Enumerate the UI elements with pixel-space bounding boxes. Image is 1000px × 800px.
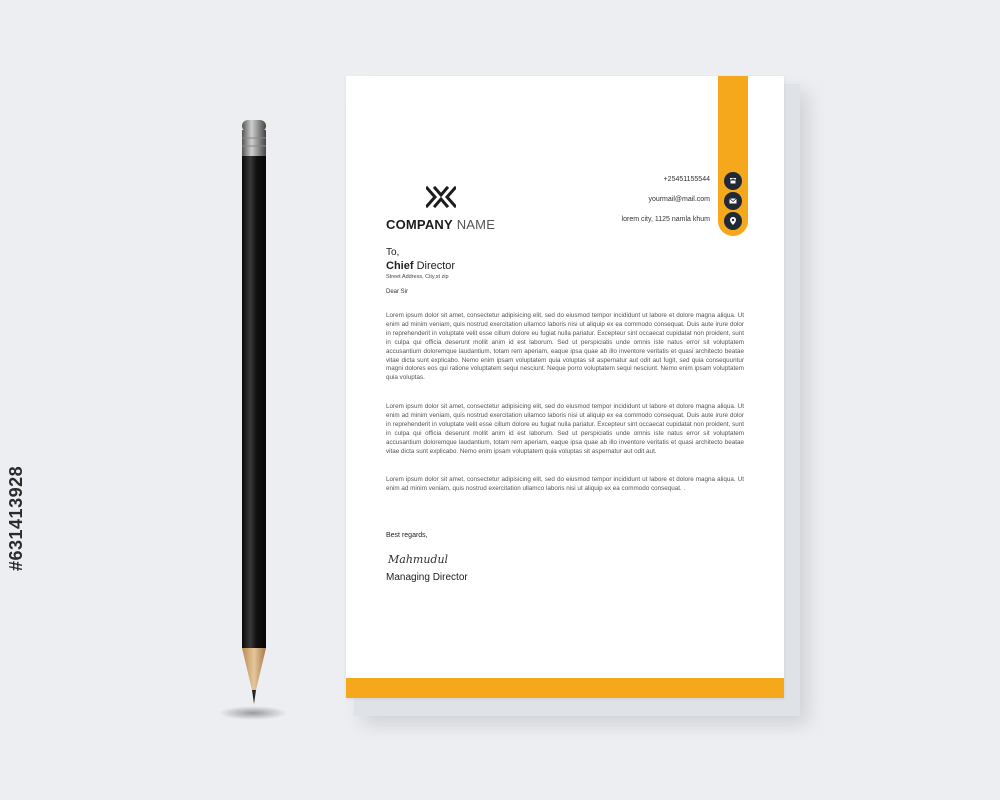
- phone-icon: [724, 172, 742, 190]
- company-name: [386, 217, 495, 232]
- to-label: To,: [386, 247, 400, 258]
- company-logo-icon: [426, 186, 456, 208]
- company-name-bold: COMPANY: [386, 217, 453, 232]
- salutation: Dear Sir: [386, 289, 409, 295]
- stock-id-label: #631413928: [6, 465, 26, 571]
- contact-email: yourmail@mail.com: [648, 196, 710, 203]
- body-paragraph-3: Lorem ipsum dolor sit amet, consectetur adipisicing elit, sed do eiusmod tempor incididunt ut labore et dolore magna aliqua. Ut enim ad minim veniam, quis nostrud exercitation ullamco laboris nisi ut aliquip ex ea commodo consequat. .: [386, 476, 744, 492]
- signature: Mahmudul: [388, 553, 449, 566]
- closing: Best regards,: [386, 532, 428, 539]
- company-name-light: NAME: [456, 217, 496, 232]
- signer-title: Managing Director: [386, 572, 468, 583]
- mail-icon: [724, 192, 742, 210]
- recipient-title: [386, 260, 455, 272]
- contact-address: lorem city, 1125 namla khum: [621, 216, 710, 223]
- body-paragraph-2: Lorem ipsum dolor sit amet, consectetur adipisicing elit, sed do eiusmod tempor incididunt ut labore et dolore magna aliqua. Ut enim ad minim veniam, quis nostrud exercitation ullamco laboris nisi ut aliquip ex ea commodo consequat. Duis aute irure dolor in reprehenderit in voluptate velit esse cillum dolore eu fugiat nulla pariatur. Excepteur sint occaecat cupidatat non proident, sunt in culpa qui officia deserunt mollit anim id est laborum. Sed ut perspiciatis unde omnis iste natus error sit voluptatem accusantium doloremque laudantium, totam rem aperiam, eaque ipsa quae ab illo inventore veritatis et quasi architecto beatae vitae dicta sunt explicabo. Nemo enim ipsam voluptatem quia voluptas sit aspernatur aut odit aut.: [386, 403, 744, 455]
- footer-accent-bar: [346, 678, 784, 698]
- pencil-image: [238, 120, 270, 710]
- letterhead-sheet: [346, 76, 784, 698]
- body-paragraph-1: Lorem ipsum dolor sit amet, consectetur adipisicing elit, sed do eiusmod tempor incididunt ut labore et dolore magna aliqua. Ut enim ad minim veniam, quis nostrud exercitation ullamco laboris nisi ut aliquip ex ea commodo consequat. Duis aute irure dolor in reprehenderit in voluptate velit esse cillum dolore eu fugiat nulla pariatur. Excepteur sint occaecat cupidatat non proident, sunt in culpa qui officia deserunt mollit anim id est laborum. Sed ut perspiciatis unde omnis iste natus error sit voluptatem accusantium doloremque laudantium, totam rem aperiam, eaque ipsa quae ab illo inventore veritatis et quasi architecto beatae vitae dicta sunt explicabo. Nemo enim ipsam voluptatem quia voluptas sit aspernatur aut odit aut fugit, sed quia consequuntur magni dolores eos qui ratione voluptatem sequi nesciunt. Neque porro voluptatem sequi nesciunt. Nemo enim ipsam voluptatem quia voluptas.: [386, 312, 744, 382]
- recipient-address: Street Address, City,st zip: [386, 274, 449, 280]
- recipient-title-rest: Director: [416, 260, 456, 272]
- location-pin-icon: [724, 212, 742, 230]
- contact-phone: +25451155544: [663, 176, 710, 183]
- recipient-title-bold: Chief: [386, 260, 414, 272]
